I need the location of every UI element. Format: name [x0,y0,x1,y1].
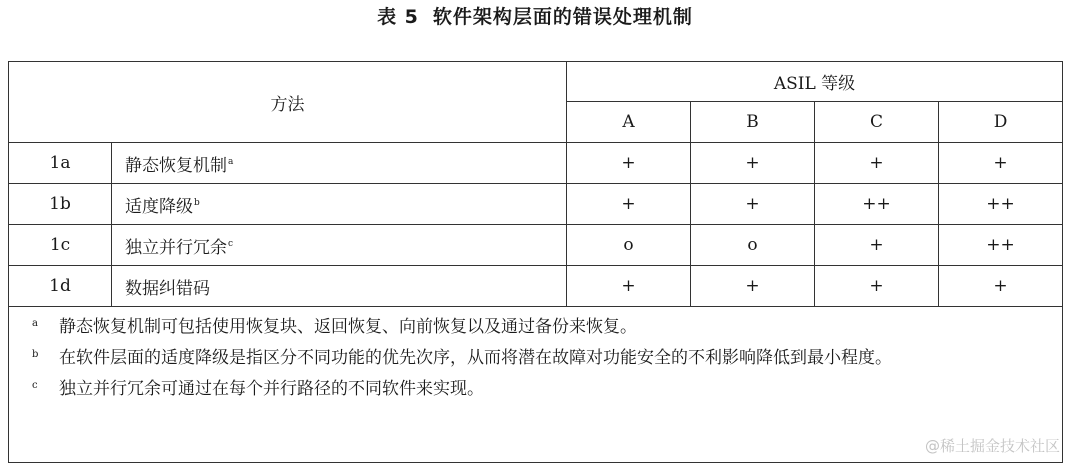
footnotes [9,307,1063,463]
row-method [112,184,567,225]
row-method [112,225,567,266]
footnote-mark: c [32,380,38,391]
rating-a: + [567,184,691,225]
table-row [9,184,1063,225]
rating-c: + [815,143,939,184]
row-id: 1b [9,184,112,225]
rating-d: ++ [939,225,1063,266]
footnote-mark: b [32,349,39,360]
footnote-text: 独立并行冗余可通过在每个并行路径的不同软件来实现。 [59,379,484,399]
rating-a: + [567,266,691,307]
rating-c: + [815,225,939,266]
footnote [32,377,1048,401]
error-handling-table [8,61,1063,463]
row-id: 1d [9,266,112,307]
table-title [0,4,1070,30]
row-id: 1c [9,225,112,266]
table-row [9,225,1063,266]
row-id: 1a [9,143,112,184]
footnote-ref: a [228,156,234,167]
rating-b: o [691,225,815,266]
header-method: 方法 [9,62,567,143]
footnote-text: 在软件层面的适度降级是指区分不同功能的优先次序，从而将潜在故障对功能安全的不利影响降低到最小程度。 [59,348,892,368]
header-level-c: C [815,102,939,143]
table-number: 表 5 [377,6,419,28]
footnote-ref: c [228,238,234,249]
method-label: 独立并行冗余 [125,237,227,258]
method-label: 数据纠错码 [125,278,210,299]
rating-a: o [567,225,691,266]
rating-d: ++ [939,184,1063,225]
rating-b: + [691,184,815,225]
method-label: 静态恢复机制 [125,155,227,176]
rating-c: ++ [815,184,939,225]
footnote [32,346,1048,370]
rating-c: + [815,266,939,307]
watermark: @稀土掘金技术社区 [924,437,1060,455]
rating-b: + [691,143,815,184]
footnote-text: 静态恢复机制可包括使用恢复块、返回恢复、向前恢复以及通过备份来恢复。 [59,317,637,337]
footnote-mark: a [32,318,38,329]
table-row [9,266,1063,307]
table-title-text: 软件架构层面的错误处理机制 [432,6,693,28]
row-method [112,143,567,184]
header-level-d: D [939,102,1063,143]
method-label: 适度降级 [125,196,193,217]
rating-b: + [691,266,815,307]
header-level-b: B [691,102,815,143]
header-asil: ASIL 等级 [567,62,1063,102]
rating-a: + [567,143,691,184]
footnote-ref: b [194,197,200,208]
header-level-a: A [567,102,691,143]
footnote [32,315,1048,339]
table-row [9,143,1063,184]
rating-d: + [939,143,1063,184]
row-method [112,266,567,307]
rating-d: + [939,266,1063,307]
